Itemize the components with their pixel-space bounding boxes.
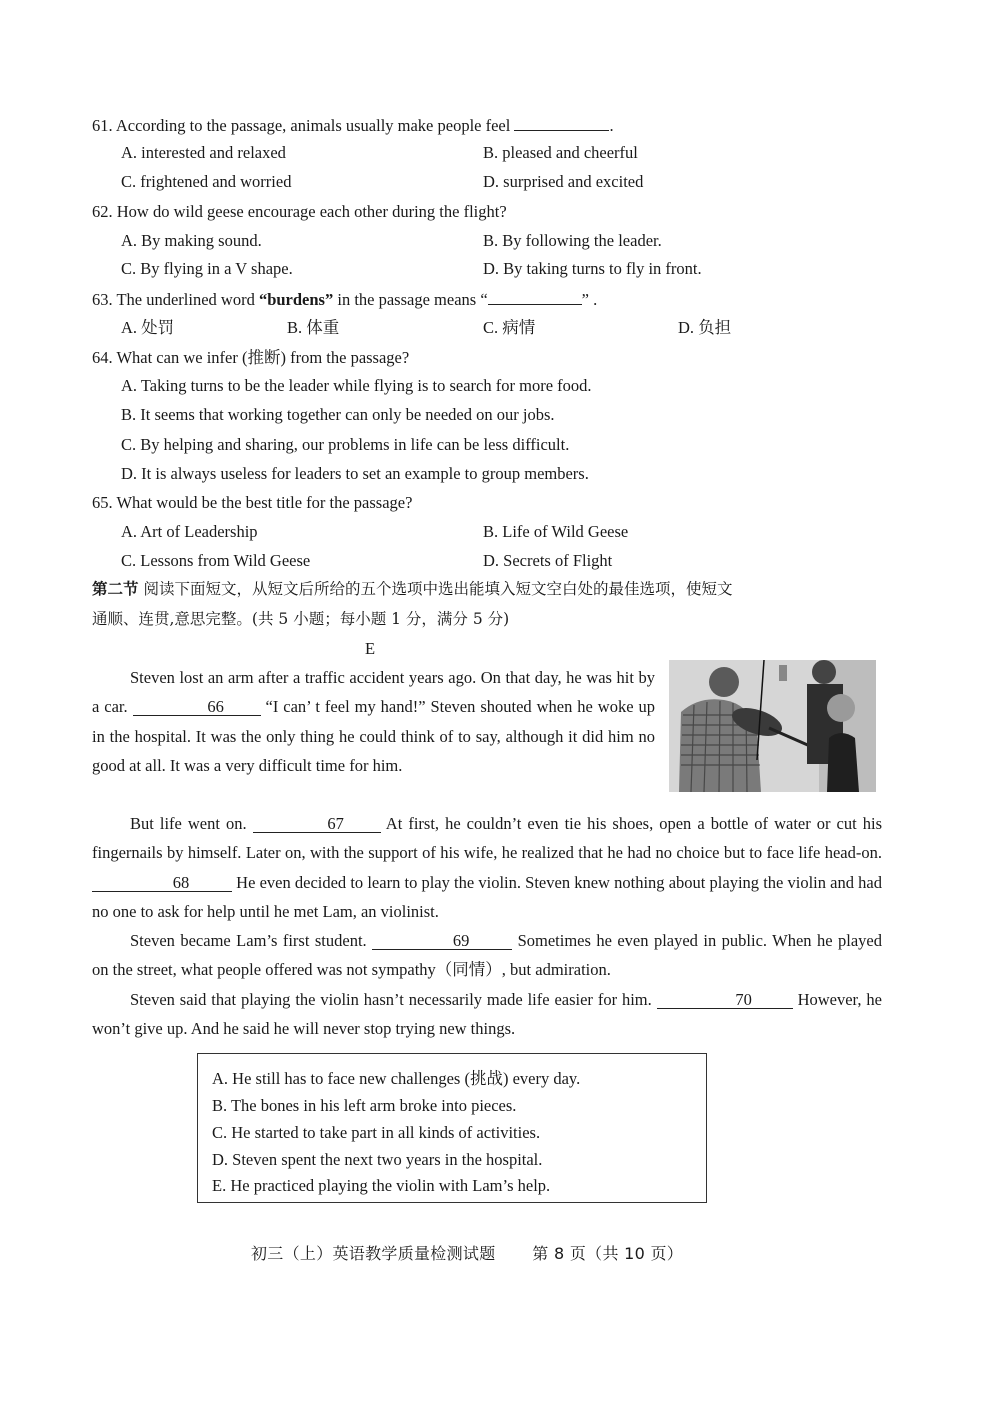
choice-a: A. He still has to face new challenges (挑战) every day.: [212, 1069, 581, 1088]
option-64-a: A. Taking turns to be the leader while flying is to search for more food.: [121, 376, 592, 395]
option-61-c: C. frightened and worried: [121, 172, 292, 191]
option-61-d: D. surprised and excited: [483, 172, 644, 191]
option-65-d: D. Secrets of Flight: [483, 551, 613, 570]
section-instruction-line2: 通顺、连贯,意思完整。(共 5 小题；每小题 1 分，满分 5 分): [92, 610, 510, 628]
stem-end: ” .: [581, 290, 598, 309]
passage-letter: E: [365, 639, 376, 658]
question-62: [92, 202, 507, 222]
passage-paragraph-4: Steven said that playing the violin hasn’t necessarily made life easier for him. 70 However, he won’t give up. And he said he will never stop trying new things.: [92, 990, 882, 1039]
option-65-a: A. Art of Leadership: [121, 522, 258, 541]
option-65-c: C. Lessons from Wild Geese: [121, 551, 311, 570]
stem-pre: The underlined word: [116, 290, 259, 309]
option-61-b: B. pleased and cheerful: [483, 143, 638, 162]
option-61-a: A. interested and relaxed: [121, 143, 286, 162]
question-61: [92, 115, 614, 136]
answer-blank: [514, 115, 609, 131]
footer-title: 初三（上）英语教学质量检测试题: [251, 1244, 496, 1263]
section-instructions: [92, 579, 732, 599]
passage-paragraph-1: Steven lost an arm after a traffic accident years ago. On that day, he was hit by a car. 66 “I can’ t feel my hand!” Steven shouted when he woke up in the hospital. It was the only thing he could think of to say, although it did him no good at all. It was a very difficult time for him.: [92, 668, 655, 775]
footer-page-number: 第 8 页（共 10 页）: [532, 1244, 684, 1263]
question-stem: How do wild geese encourage each other during the flight?: [116, 202, 507, 221]
option-63-c: C. 病情: [483, 318, 536, 337]
passage-paragraph-2: But life went on. 67 At first, he couldn’t even tie his shoes, open a bottle of water or cut his fingernails by himself. Later on, with the support of his wife, he realized that he had no choice but to face life head-on. 68 He even decided to learn to play the violin. Steven knew nothing about playing the violin and had no one to ask for help until he met Lam, an violinist.: [92, 814, 882, 921]
passage-paragraph-3: Steven became Lam’s first student. 69 Sometimes he even played in public. When he played on the street, what people offered was not sympathy（同情）, but admiration.: [92, 931, 883, 980]
section-instructions-2: [92, 609, 509, 629]
option-62-d: D. By taking turns to fly in front.: [483, 259, 702, 278]
question-65: [92, 493, 412, 513]
section-instruction-line1: 阅读下面短文，从短文后所给的五个选项中选出能填入短文空白处的最佳选项，使短文: [143, 580, 733, 598]
choice-e: E. He practiced playing the violin with Lam’s help.: [212, 1176, 551, 1195]
question-number: 63.: [92, 290, 113, 309]
question-63: [92, 289, 597, 310]
option-64-c: C. By helping and sharing, our problems in life can be less difficult.: [121, 435, 570, 454]
question-stem: What can we infer (推断) from the passage?: [116, 348, 410, 367]
option-64-b: B. It seems that working together can only be needed on our jobs.: [121, 405, 555, 424]
question-number: 64.: [92, 348, 113, 367]
section-name: 第二节: [92, 580, 139, 598]
choice-d: D. Steven spent the next two years in the hospital.: [212, 1150, 543, 1169]
option-63-b: B. 体重: [287, 318, 340, 337]
answer-blank: [488, 289, 582, 305]
choices-box: [197, 1053, 707, 1203]
question-number: 65.: [92, 493, 113, 512]
option-62-b: B. By following the leader.: [483, 231, 662, 250]
gap-69: 69: [372, 932, 512, 950]
stem-end: .: [609, 116, 614, 135]
gap-70: 70: [657, 991, 793, 1009]
stem-mid: in the passage means “: [333, 290, 488, 309]
page-footer: [251, 1241, 683, 1264]
underlined-word: “burdens”: [258, 290, 334, 309]
question-stem: What would be the best title for the passage?: [116, 493, 413, 512]
gap-67: 67: [253, 815, 381, 833]
question-number: 62.: [92, 202, 113, 221]
choice-b: B. The bones in his left arm broke into pieces.: [212, 1096, 517, 1115]
question-64: [92, 348, 409, 368]
option-65-b: B. Life of Wild Geese: [483, 522, 629, 541]
question-stem: According to the passage, animals usually make people feel: [115, 116, 511, 135]
gap-66: 66: [133, 698, 261, 716]
option-64-d: D. It is always useless for leaders to set an example to group members.: [121, 464, 589, 483]
photo-violinist-with-children: [669, 660, 876, 792]
option-62-a: A. By making sound.: [121, 231, 262, 250]
option-63-d: D. 负担: [678, 318, 732, 337]
question-number: 61.: [92, 116, 113, 135]
option-62-c: C. By flying in a V shape.: [121, 259, 293, 278]
gap-68: 68: [92, 874, 232, 892]
choice-c: C. He started to take part in all kinds of activities.: [212, 1123, 541, 1142]
violin-photo: [669, 660, 876, 792]
option-63-a: A. 处罚: [121, 318, 175, 337]
